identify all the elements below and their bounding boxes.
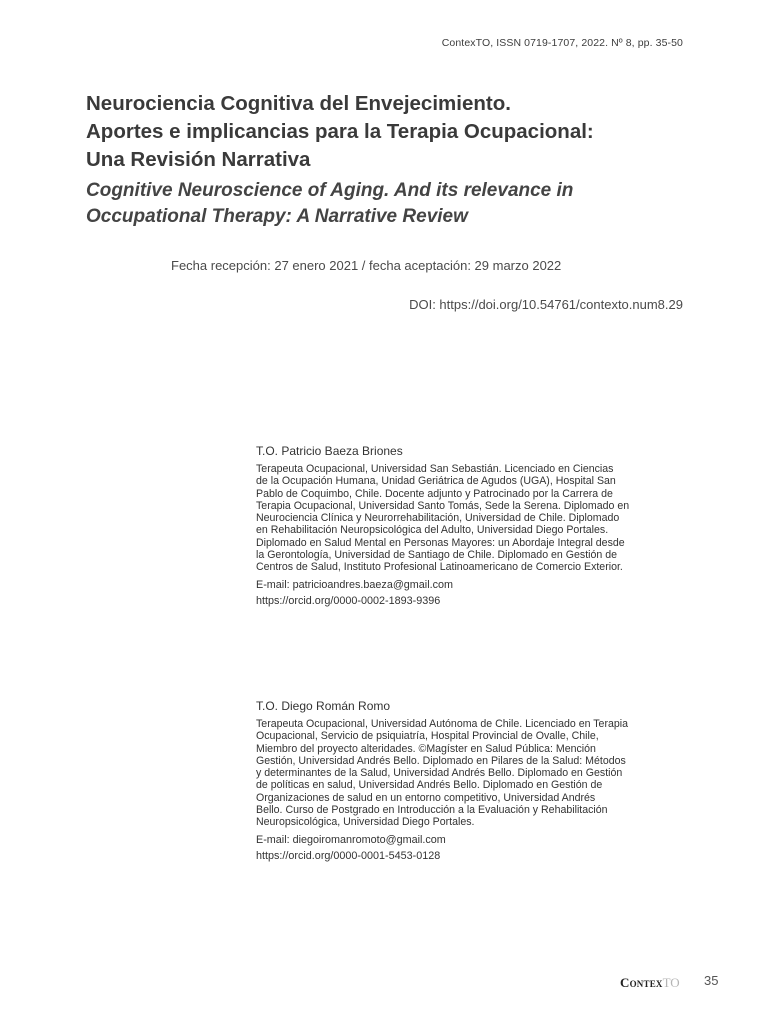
author-bio-line: Terapeuta Ocupacional, Universidad San Sebastián. Licenciado en Ciencias	[256, 463, 614, 475]
author-email[interactable]: E-mail: patricioandres.baeza@gmail.com	[256, 578, 453, 591]
author-bio	[256, 463, 686, 574]
doi-link[interactable]: DOI: https://doi.org/10.54761/contexto.num8.29	[409, 297, 683, 312]
title-spanish	[86, 90, 706, 174]
journal-logo	[620, 975, 680, 991]
author-block	[256, 699, 686, 862]
submission-dates: Fecha recepción: 27 enero 2021 / fecha aceptación: 29 marzo 2022	[171, 258, 562, 273]
page-number: 35	[704, 973, 719, 988]
author-bio-line: en Rehabilitación Neuropsicológica del Adulto, Universidad Diego Portales.	[256, 524, 609, 537]
author-name: T.O. Patricio Baeza Briones	[256, 444, 403, 458]
journal-reference: ContexTO, ISSN 0719-1707, 2022. Nº 8, pp. 35-50	[441, 37, 683, 49]
author-bio-line: de la Ocupación Humana, Unidad Geriátrica de Agudos (UGA), Hospital San	[256, 475, 616, 488]
author-bio-line: Centros de Salud, Instituto Profesional Latinoamericano de Comercio Exterior.	[256, 561, 623, 574]
author-bio-line: la Gerontología, Universidad de Santiago de Chile. Diplomado en Gestión de	[256, 549, 617, 562]
title-spanish-line: Neurociencia Cognitiva del Envejecimiento.	[86, 92, 511, 115]
title-english-line: Cognitive Neuroscience of Aging. And its relevance in	[86, 180, 574, 201]
article-title-block	[86, 90, 706, 230]
journal-logo-part-1: Contex	[620, 975, 663, 990]
author-bio-line: y determinantes de la Salud, Universidad Andrés Bello. Diplomado en Gestión	[256, 767, 623, 780]
author-bio-line: Terapeuta Ocupacional, Universidad Autónoma de Chile. Licenciado en Terapia	[256, 718, 629, 730]
author-bio-line: Neuropsicológica, Universidad Diego Portales.	[256, 816, 475, 829]
author-bio-line: Gestión, Universidad Andrés Bello. Diplomado en Pilares de la Salud: Métodos	[256, 754, 626, 767]
author-bio-line: Pablo de Coquimbo, Chile. Docente adjunto y Patrocinado por la Carrera de	[256, 487, 613, 500]
author-bio-line: Diplomado en Salud Mental en Personas Mayores: un Abordaje Integral desde	[256, 536, 625, 549]
author-bio-line: Ocupacional, Servicio de psiquiatría, Hospital Provincial de Ovalle, Chile,	[256, 730, 599, 743]
author-bio-line: Organizaciones de salud en un entorno competitivo, Universidad Andrés	[256, 791, 596, 804]
author-bio-line: Bello. Curso de Postgrado en Introducción a la Evaluación y Rehabilitación	[256, 804, 608, 817]
author-orcid-link[interactable]: https://orcid.org/0000-0002-1893-9396	[256, 594, 441, 607]
author-bio	[256, 718, 686, 829]
author-email[interactable]: E-mail: diegoiromanromoto@gmail.com	[256, 833, 446, 846]
title-english	[86, 178, 706, 230]
author-bio-line: Neurociencia Clínica y Neurorrehabilitación, Universidad de Chile. Diplomado	[256, 512, 620, 525]
journal-logo-part-2: TO	[662, 975, 680, 990]
author-bio-line: Terapia Ocupacional, Universidad Santo Tomás, Sede la Serena. Diplomado en	[256, 499, 630, 512]
title-spanish-line: Aportes e implicancias para la Terapia Ocupacional:	[86, 120, 594, 143]
author-bio-line: Miembro del proyecto alteridades. ©Magíster en Salud Pública: Mención	[256, 742, 596, 755]
title-english-line: Occupational Therapy: A Narrative Review	[86, 206, 468, 227]
title-spanish-line: Una Revisión Narrativa	[86, 148, 311, 171]
author-name: T.O. Diego Román Romo	[256, 699, 391, 713]
author-bio-line: de políticas en salud, Universidad Andrés Bello. Diplomado en Gestión de	[256, 779, 603, 792]
author-orcid-link[interactable]: https://orcid.org/0000-0001-5453-0128	[256, 849, 441, 862]
author-block	[256, 444, 686, 607]
